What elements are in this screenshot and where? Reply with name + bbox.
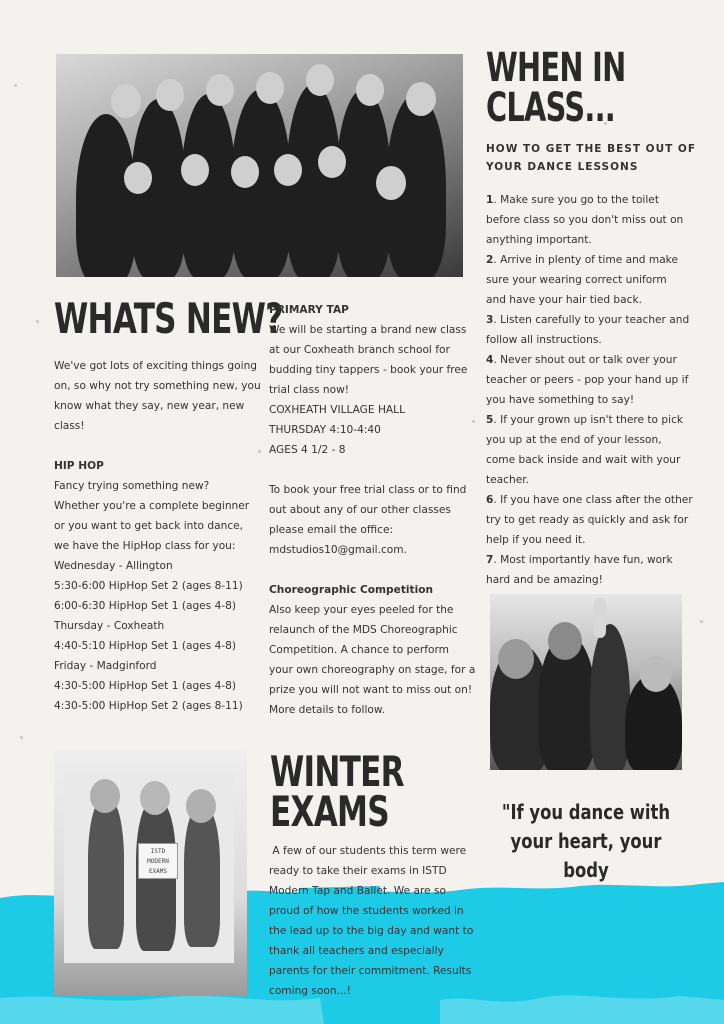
exam-text: parents for their commitment. Results bbox=[269, 965, 472, 977]
primary-tap-text: budding tiny tappers - book your free bbox=[269, 364, 468, 376]
choreographic-text: More details to follow. bbox=[269, 704, 385, 716]
booking-text: To book your free trial class or to find bbox=[269, 484, 467, 496]
exam-text: coming soon...! bbox=[269, 985, 351, 997]
choreographic-text: prize you will not want to miss out on! bbox=[269, 684, 473, 696]
rule-text: . If you have one class after the other bbox=[493, 494, 693, 506]
winter-exams-title bbox=[270, 747, 404, 836]
hiphop-text: 4:30-5:00 HipHop Set 2 (ages 8-11) bbox=[54, 700, 243, 712]
exam-text: proud of how the students worked in bbox=[269, 905, 464, 917]
rule-text: . Arrive in plenty of time and make bbox=[493, 254, 678, 266]
exam-text: Modern Tap and Ballet. We are so bbox=[269, 885, 447, 897]
class-photo bbox=[490, 594, 682, 770]
rule-item-5 bbox=[486, 410, 693, 490]
background-speck bbox=[36, 320, 39, 323]
rule-text: come back inside and wait with your bbox=[486, 454, 681, 466]
primary-tap-text: THURSDAY 4:10-4:40 bbox=[269, 424, 381, 436]
rule-number: 1 bbox=[486, 194, 494, 206]
hiphop-text: Friday - Madginford bbox=[54, 660, 157, 672]
hiphop-text: 5:30-6:00 HipHop Set 2 (ages 8-11) bbox=[54, 580, 243, 592]
quote-line2: your heart, your body bbox=[510, 829, 662, 882]
rule-text: anything important. bbox=[486, 234, 592, 246]
primary-tap-text: trial class now! bbox=[269, 384, 350, 396]
rule-text: . Most importantly have fun, work bbox=[493, 554, 673, 566]
rule-item-2 bbox=[486, 250, 693, 310]
winter-exams-text bbox=[269, 841, 473, 1001]
choreographic-text: Competition. A chance to perform bbox=[269, 644, 449, 656]
rule-text: teacher or peers - pop your hand up if bbox=[486, 374, 689, 386]
exam-text: A few of our students this term were bbox=[269, 845, 467, 857]
primary-tap-heading: PRIMARY TAP bbox=[269, 304, 349, 316]
booking-text: out about any of our other classes bbox=[269, 504, 451, 516]
choreographic-text: your own choreography on stage, for a bbox=[269, 664, 476, 676]
subtitle-line2: YOUR DANCE LESSONS bbox=[486, 161, 639, 173]
rule-number: 6 bbox=[486, 494, 494, 506]
background-speck bbox=[20, 736, 23, 739]
rule-text: try to get ready as quickly and ask for bbox=[486, 514, 689, 526]
rule-number: 7 bbox=[486, 554, 494, 566]
rule-text: . If your grown up isn't there to pick bbox=[493, 414, 684, 426]
exam-sign-line3: EXAMS bbox=[148, 868, 168, 875]
primary-tap-text: COXHEATH VILLAGE HALL bbox=[269, 404, 405, 416]
choreographic-heading: Choreographic Competition bbox=[269, 584, 434, 596]
when-in-class-title bbox=[486, 45, 626, 131]
hiphop-text: Whether you're a complete beginner bbox=[54, 500, 250, 512]
choreographic-text: relaunch of the MDS Choreographic bbox=[269, 624, 458, 636]
whats-new-column bbox=[54, 356, 261, 716]
rule-text: . Make sure you go to the toilet bbox=[493, 194, 659, 206]
background-speck bbox=[14, 84, 17, 87]
rule-text: sure your wearing correct uniform bbox=[486, 274, 667, 286]
hiphop-text: 4:40-5:10 HipHop Set 1 (ages 4-8) bbox=[54, 640, 237, 652]
rule-text: before class so you don't miss out on bbox=[486, 214, 684, 226]
exam-sign-line2: MODERN bbox=[147, 858, 169, 865]
booking-email: mdstudios10@gmail.com. bbox=[269, 544, 407, 556]
subtitle-line1: HOW TO GET THE BEST OUT OF bbox=[486, 143, 697, 155]
intro-text: know what they say, new year, new bbox=[54, 400, 245, 412]
exam-sign bbox=[138, 843, 178, 879]
rule-text: . Never shout out or talk over your bbox=[493, 354, 677, 366]
rule-text: and have your hair tied back. bbox=[486, 294, 642, 306]
hiphop-text: or you want to get back into dance, bbox=[54, 520, 244, 532]
hiphop-heading: HIP HOP bbox=[54, 460, 104, 472]
hiphop-text: we have the HipHop class for you: bbox=[54, 540, 236, 552]
rule-text: follow all instructions. bbox=[486, 334, 602, 346]
class-rules-list bbox=[486, 190, 693, 590]
rule-item-6 bbox=[486, 490, 693, 550]
when-in-class-title-line2: CLASS... bbox=[486, 85, 616, 131]
choreographic-text: Also keep your eyes peeled for the bbox=[269, 604, 454, 616]
rule-item-4 bbox=[486, 350, 693, 410]
exam-photo bbox=[54, 751, 247, 996]
hiphop-text: Wednesday - Allington bbox=[54, 560, 173, 572]
quote-line1: "If you dance with bbox=[501, 800, 671, 824]
rule-number: 2 bbox=[486, 254, 494, 266]
when-in-class-subtitle bbox=[486, 140, 696, 176]
exam-text: thank all teachers and especially bbox=[269, 945, 444, 957]
when-in-class-title-line1: WHEN IN bbox=[486, 45, 626, 91]
group-photo bbox=[56, 54, 463, 277]
intro-text: class! bbox=[54, 420, 85, 432]
rule-number: 3 bbox=[486, 314, 494, 326]
hiphop-text: Thursday - Coxheath bbox=[54, 620, 165, 632]
hiphop-text: 4:30-5:00 HipHop Set 1 (ages 4-8) bbox=[54, 680, 237, 692]
exam-text: the lead up to the big day and want to bbox=[269, 925, 474, 937]
hiphop-text: 6:00-6:30 HipHop Set 1 (ages 4-8) bbox=[54, 600, 237, 612]
winter-exams-title-line2: EXAMS bbox=[270, 787, 389, 836]
primary-tap-text: We will be starting a brand new class bbox=[269, 324, 467, 336]
intro-text: We've got lots of exciting things going bbox=[54, 360, 258, 372]
primary-tap-text: at our Coxheath branch school for bbox=[269, 344, 450, 356]
background-speck bbox=[700, 620, 703, 623]
rule-number: 5 bbox=[486, 414, 494, 426]
booking-text: please email the office: bbox=[269, 524, 394, 536]
middle-column bbox=[269, 300, 475, 720]
rule-text: hard and be amazing! bbox=[486, 574, 603, 586]
rule-number: 4 bbox=[486, 354, 494, 366]
rule-text: teacher. bbox=[486, 474, 529, 486]
rule-item-3 bbox=[486, 310, 693, 350]
primary-tap-text: AGES 4 1/2 - 8 bbox=[269, 444, 346, 456]
rule-item-7 bbox=[486, 550, 693, 590]
winter-exams-title-line1: WINTER bbox=[270, 747, 404, 796]
rule-text: you have something to say! bbox=[486, 394, 635, 406]
whats-new-title: WHATS NEW? bbox=[54, 294, 283, 343]
rule-text: . Listen carefully to your teacher and bbox=[493, 314, 690, 326]
intro-text: on, so why not try something new, you bbox=[54, 380, 261, 392]
rule-item-1 bbox=[486, 190, 693, 250]
rule-text: help if you need it. bbox=[486, 534, 586, 546]
rule-text: you up at the end of your lesson, bbox=[486, 434, 662, 446]
hiphop-text: Fancy trying something new? bbox=[54, 480, 210, 492]
exam-text: ready to take their exams in ISTD bbox=[269, 865, 447, 877]
exam-sign-line1: ISTD bbox=[150, 848, 166, 855]
